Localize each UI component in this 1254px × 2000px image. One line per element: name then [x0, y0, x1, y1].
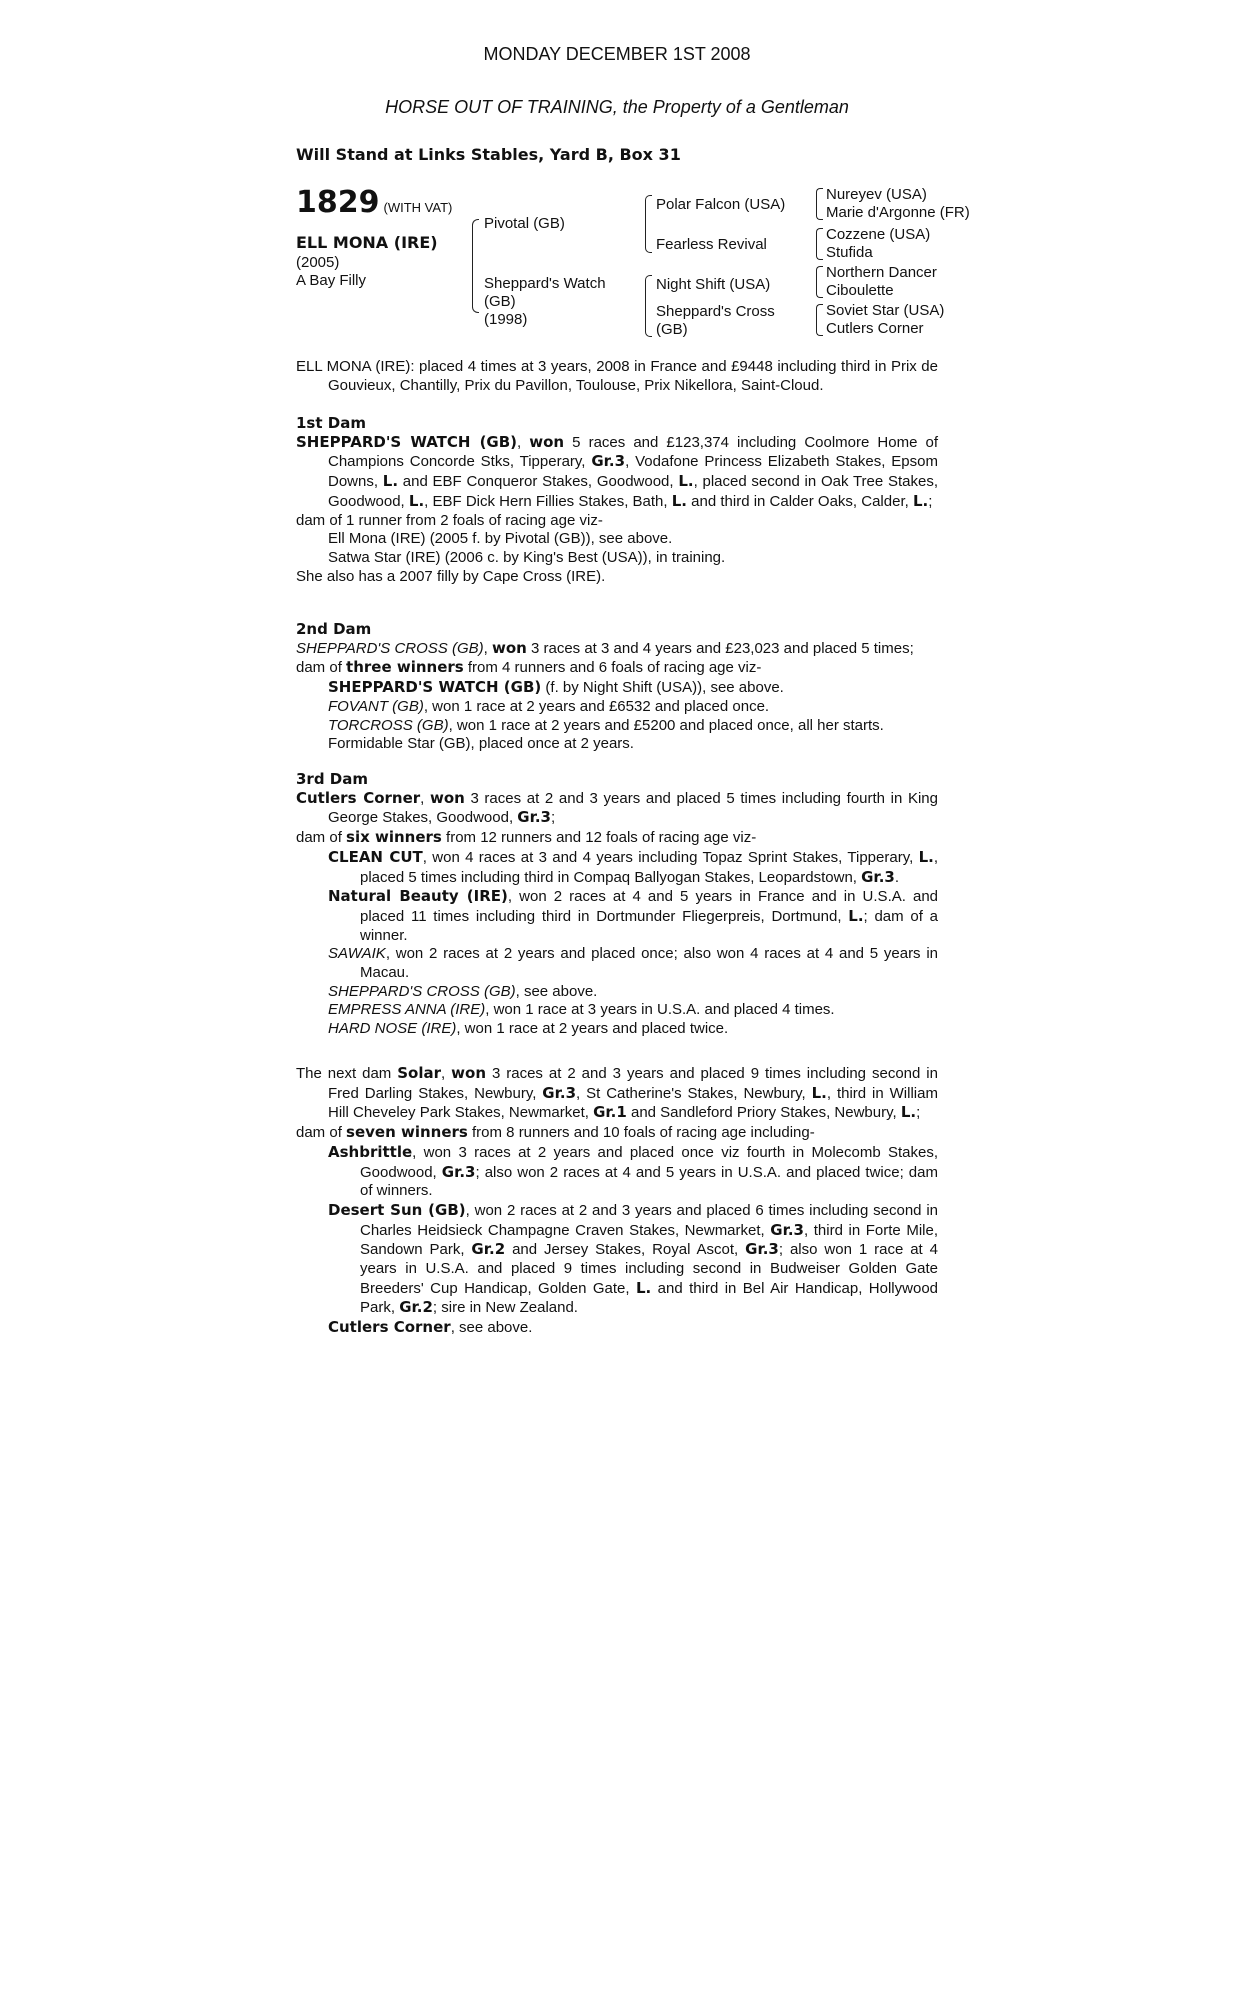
stable-location: Will Stand at Links Stables, Yard B, Box 31	[296, 145, 681, 164]
pedigree-brace	[816, 266, 823, 298]
second-dam-heading: 2nd Dam	[296, 620, 372, 638]
lot-number: 1829	[296, 185, 380, 220]
pedigree-ss-sire: Nureyev (USA)	[826, 186, 927, 203]
pedigree-brace	[645, 195, 652, 253]
sale-date: MONDAY DECEMBER 1ST 2008	[483, 44, 751, 64]
horse-name: ELL MONA (IRE)	[296, 233, 438, 252]
pedigree-ds-dam: Ciboulette	[826, 282, 894, 299]
pedigree-dam-country: (GB)	[484, 293, 516, 310]
pedigree-brace	[816, 304, 823, 336]
second-dam-section	[296, 620, 938, 754]
fourth-dam-section	[296, 1064, 938, 1338]
pedigree-sire-sire: Polar Falcon (USA)	[656, 196, 786, 213]
lot-header	[296, 185, 452, 220]
pedigree-dam-dam-country: (GB)	[656, 321, 688, 338]
horse-record	[296, 358, 938, 395]
second-dam-record: SHEPPARD'S CROSS (GB), won 3 races at 3 and 4 years and £23,023 and placed 5 times;	[296, 638, 914, 657]
first-dam-record: SHEPPARD'S WATCH (GB), won 5 races and £123,374 including Coolmore Home of Champions Concorde Stks, Tipperary, Gr.3, Vodafone Princess Elizabeth Stakes, Epsom Downs, L. and EBF Conqueror Stakes, Goodwood, L., placed second in Oak Tree Stakes, Goodwood, L., EBF Dick Hern Fillies Stakes, Bath, L. and third in Calder Oaks, Calder, L.;	[296, 432, 938, 510]
third-dam-offspring: CLEAN CUT, won 4 races at 3 and 4 years including Topaz Sprint Stakes, Tipperary, L., placed 5 times including third in Compaq Ballyogan Stakes, Leopardstown, Gr.3.	[328, 847, 938, 886]
pedigree-brace	[816, 228, 823, 260]
pedigree-sd-dam: Stufida	[826, 244, 873, 261]
pedigree-dd-sire: Soviet Star (USA)	[826, 302, 945, 319]
pedigree-dd-dam: Cutlers Corner	[826, 320, 924, 337]
pedigree-brace	[472, 219, 479, 313]
pedigree-dam: Sheppard's Watch	[484, 275, 606, 292]
first-dam-foal: Satwa Star (IRE) (2006 c. by King's Best (USA)), in training.	[328, 548, 726, 566]
second-dam-offspring: FOVANT (GB), won 1 race at 2 years and £6532 and placed once.	[328, 697, 770, 715]
horse-year: (2005)	[296, 254, 340, 271]
second-dam-offspring: SHEPPARD'S WATCH (GB) (f. by Night Shift (USA)), see above.	[328, 678, 784, 697]
first-dam-produce-summary: dam of 1 runner from 2 foals of racing age viz-	[296, 511, 603, 529]
fourth-dam-offspring: Desert Sun (GB), won 2 races at 2 and 3 years and placed 6 times including second in Charles Heidsieck Champagne Craven Stakes, Newmarket, Gr.3, third in Forte Mile, Sandown Park, Gr.2 and Jersey Stakes, Royal Ascot, Gr.3; also won 1 race at 4 years in U.S.A. and placed 9 times including second in Budweiser Golden Gate Breeders' Cup Handicap, Golden Gate, L. and third in Bel Air Handicap, Hollywood Park, Gr.2; sire in New Zealand.	[328, 1200, 939, 1317]
third-dam-produce-summary: dam of six winners from 12 runners and 12 foals of racing age viz-	[296, 828, 757, 847]
pedigree-ds-sire: Northern Dancer	[826, 264, 937, 281]
fourth-dam-offspring: Ashbrittle, won 3 races at 2 years and placed once viz fourth in Molecomb Stakes, Goodwood, Gr.3; also won 2 races at 4 and 5 years in U.S.A. and placed twice; dam of winners.	[328, 1142, 938, 1200]
first-dam-note: She also has a 2007 filly by Cape Cross (IRE).	[296, 567, 606, 585]
pedigree-sire: Pivotal (GB)	[484, 215, 565, 232]
pedigree-sire-dam: Fearless Revival	[656, 236, 767, 253]
third-dam-offspring: HARD NOSE (IRE), won 1 race at 2 years and placed twice.	[328, 1020, 729, 1038]
third-dam-section	[296, 770, 938, 1039]
pedigree-ss-dam: Marie d'Argonne (FR)	[826, 204, 970, 221]
fourth-dam-offspring: Cutlers Corner, see above.	[328, 1318, 533, 1337]
fourth-dam-produce-summary: dam of seven winners from 8 runners and 10 foals of racing age including-	[296, 1123, 815, 1142]
pedigree-dam-year: (1998)	[484, 311, 528, 328]
second-dam-offspring: Formidable Star (GB), placed once at 2 years.	[328, 735, 634, 753]
pedigree-sd-sire: Cozzene (USA)	[826, 226, 931, 243]
pedigree-dam-dam: Sheppard's Cross	[656, 303, 775, 320]
first-dam-section	[296, 414, 938, 586]
third-dam-offspring: SHEPPARD'S CROSS (GB), see above.	[328, 982, 598, 1000]
pedigree-dam-sire: Night Shift (USA)	[656, 276, 771, 293]
third-dam-offspring: SAWAIK, won 2 races at 2 years and placed once; also won 4 races at 4 and 5 years in Macau.	[328, 945, 938, 982]
vat-note: (WITH VAT)	[383, 200, 453, 215]
first-dam-foal: Ell Mona (IRE) (2005 f. by Pivotal (GB)), see above.	[328, 530, 673, 548]
fourth-dam-record: The next dam Solar, won 3 races at 2 and 3 years and placed 9 times including second in Fred Darling Stakes, Newbury, Gr.3, St Catherine's Stakes, Newbury, L., third in William Hill Cheveley Park Stakes, Newmarket, Gr.1 and Sandleford Priory Stakes, Newbury, L.;	[296, 1064, 938, 1122]
second-dam-produce-summary: dam of three winners from 4 runners and 6 foals of racing age viz-	[296, 658, 762, 677]
second-dam-offspring: TORCROSS (GB), won 1 race at 2 years and £5200 and placed once, all her starts.	[328, 716, 884, 734]
third-dam-heading: 3rd Dam	[296, 770, 368, 788]
third-dam-offspring: EMPRESS ANNA (IRE), won 1 race at 3 years in U.S.A. and placed 4 times.	[328, 1001, 835, 1019]
first-dam-heading: 1st Dam	[296, 414, 366, 432]
pedigree-brace	[816, 188, 823, 220]
lot-subtitle: HORSE OUT OF TRAINING, the Property of a Gentleman	[385, 97, 849, 117]
horse-record-text: ELL MONA (IRE): placed 4 times at 3 years, 2008 in France and £9448 including third in Prix de Gouvieux, Chantilly, Prix du Pavillon, Toulouse, Prix Nikellora, Saint-Cloud.	[296, 358, 938, 394]
third-dam-record: Cutlers Corner, won 3 races at 2 and 3 years and placed 5 times including fourth in King George Stakes, Goodwood, Gr.3;	[296, 788, 938, 827]
pedigree-brace	[645, 275, 652, 337]
third-dam-offspring: Natural Beauty (IRE), won 2 races at 4 and 5 years in France and in U.S.A. and placed 11 times including third in Dortmunder Fliegerpreis, Dortmund, L.; dam of a winner.	[328, 887, 939, 944]
horse-description: A Bay Filly	[296, 272, 367, 289]
